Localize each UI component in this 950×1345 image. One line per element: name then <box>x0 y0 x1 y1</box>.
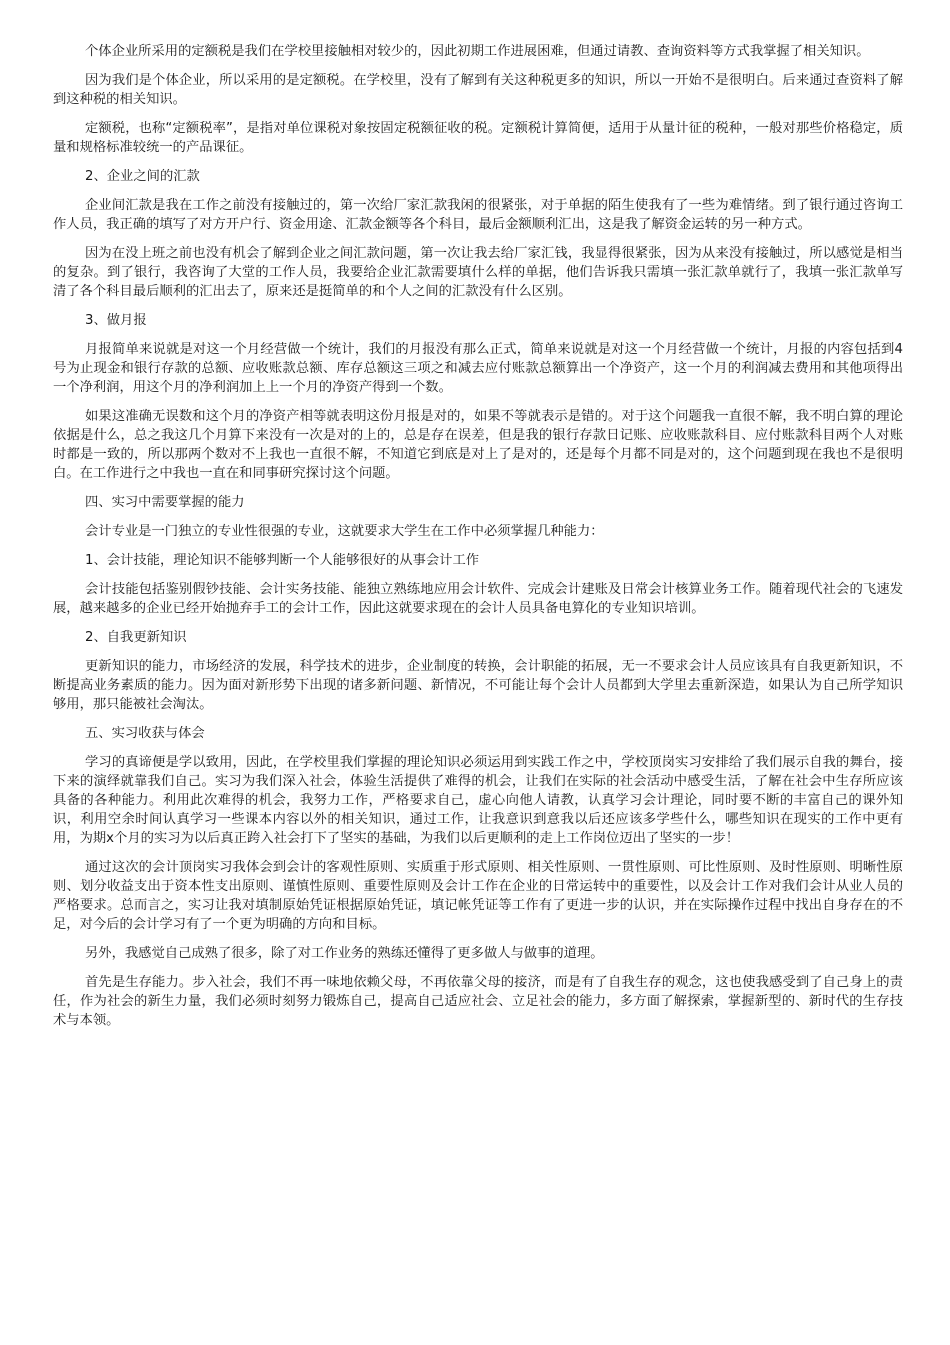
section-heading: 2、自我更新知识 <box>85 630 187 645</box>
section-heading: 五、实习收获与体会 <box>85 726 205 741</box>
body-paragraph: 会计技能包括鉴别假钞技能、会计实务技能、能独立熟练地应用会计软件、完成会计建账及日常会计核算业务工作。随着现代社会的飞速发展，越来越多的企业已经开始抛弃手工的会计工作，因此这就要求现在的会计人员具备电算化的专业知识培训。 <box>53 582 903 616</box>
body-paragraph: 通过这次的会计顶岗实习我体会到会计的客观性原则、实质重于形式原则、相关性原则、一贯性原则、可比性原则、及时性原则、明晰性原则、划分收益支出于资本性支出原则、谨慎性原则、重要性原则及会计工作在企业的日常运转中的重要性，以及会计工作对我们会计从业人员的严格要求。总而言之，实习让我对填制原始凭证根据原始凭证，填记帐凭证等工作有了更进一步的认识，并在实际操作过程中找出自身存在的不足，对今后的会计学习有了一个更为明确的方向和目标。 <box>53 860 903 932</box>
body-paragraph: 因为在没上班之前也没有机会了解到企业之间汇款问题，第一次让我去给厂家汇钱，我显得很紧张，因为从来没有接触过，所以感觉是相当的复杂。到了银行，我咨询了大堂的工作人员，我要给企业汇款需要填什么样的单据，他们告诉我只需填一张汇款单就行了，我填一张汇款单写清了各个科目最后顺利的汇出去了，原来还是挺简单的和个人之间的汇款没有什么区别。 <box>53 246 903 299</box>
body-paragraph: 因为我们是个体企业，所以采用的是定额税。在学校里，没有了解到有关这种税更多的知识，所以一开始不是很明白。后来通过查资料了解到这种税的相关知识。 <box>53 73 903 107</box>
body-paragraph: 学习的真谛便是学以致用，因此，在学校里我们掌握的理论知识必须运用到实践工作之中，学校顶岗实习安排给了我们展示自我的舞台，接下来的演绎就靠我们自己。实习为我们深入社会，体验生活提供了难得的机会，让我们在实际的社会活动中感受生活，了解在社会中生存所应该具备的各种能力。利用此次难得的机会，我努力工作，严格要求自己，虚心向他人请教，认真学习会计理论，同时要不断的丰富自己的课外知识，利用空余时间认真学习一些课本内容以外的相关知识，通过工作，让我意识到意我以后还应该多学些什么，哪些知识在现实的工作中更有用，为期x个月的实习为以后真正跨入社会打下了坚实的基础，为我们以后更顺利的走上工作岗位迈出了坚实的一步！ <box>53 755 903 846</box>
body-paragraph: 定额税，也称“定额税率”，是指对单位课税对象按固定税额征收的税。定额税计算简便，适用于从量计征的税种，一般对那些价格稳定，质量和规格标准较统一的产品课征。 <box>53 121 903 155</box>
body-paragraph: 个体企业所采用的定额税是我们在学校里接触相对较少的，因此初期工作进展困难，但通过请教、查询资料等方式我掌握了相关知识。 <box>85 44 870 59</box>
body-paragraph: 月报简单来说就是对这一个月经营做一个统计，我们的月报没有那么正式，简单来说就是对这一个月经营做一个统计，月报的内容包括到4号为止现金和银行存款的总额、应收账款总额、库存总额这三项之和减去应付账款总额算出一个净资产，这一个月的利润减去费用和其他项得出一个净利润，用这个月的净利润加上上一个月的净资产得到一个数。 <box>53 342 903 395</box>
body-paragraph: 如果这准确无误数和这个月的净资产相等就表明这份月报是对的，如果不等就表示是错的。对于这个问题我一直很不解，我不明白算的理论依据是什么，总之我这几个月算下来没有一次是对的上的，总是存在误差，但是我的银行存款日记账、应收账款科目、应付账款科目两个人对账时都是一致的，所以那两个数对不上我也一直很不解，不知道它到底是对上了是对的，还是每个月都不同是对的，这个问题到现在我也不是很明白。在工作进行之中我也一直在和同事研究探讨这个问题。 <box>53 409 903 481</box>
section-heading: 四、实习中需要掌握的能力 <box>85 495 245 510</box>
section-heading: 3、做月报 <box>85 313 147 328</box>
body-paragraph: 企业间汇款是我在工作之前没有接触过的，第一次给厂家汇款我闲的很紧张，对于单据的陌生使我有了一些为难情绪。到了银行通过咨询工作人员，我正确的填写了对方开户行、资金用途、汇款金额等各个科目，最后金额顺利汇出，这是我了解资金运转的另一种方式。 <box>53 198 903 232</box>
section-heading: 另外，我感觉自己成熟了很多，除了对工作业务的熟练还懂得了更多做人与做事的道理。 <box>85 946 604 961</box>
body-paragraph: 首先是生存能力。步入社会，我们不再一味地依赖父母，不再依靠父母的接济，而是有了自我生存的观念，这也使我感受到了自己身上的责任，作为社会的新生力量，我们必须时刻努力锻炼自己，提高自己适应社会、立足社会的能力，多方面了解探索，掌握新型的、新时代的生存技术与本领。 <box>53 975 903 1028</box>
body-paragraph: 更新知识的能力，市场经济的发展，科学技术的进步，企业制度的转换，会计职能的拓展，无一不要求会计人员应该具有自我更新知识，不断提高业务素质的能力。因为面对新形势下出现的诸多新问题、新情况，不可能让每个会计人员都到大学里去重新深造，如果认为自己所学知识够用，那只能被社会淘汰。 <box>53 659 903 712</box>
document-page <box>53 42 903 1040</box>
section-heading: 会计专业是一门独立的专业性很强的专业，这就要求大学生在工作中必须掌握几种能力： <box>85 524 604 539</box>
section-heading: 2、企业之间的汇款 <box>85 169 200 184</box>
section-heading: 1、会计技能，理论知识不能够判断一个人能够很好的从事会计工作 <box>85 553 480 568</box>
